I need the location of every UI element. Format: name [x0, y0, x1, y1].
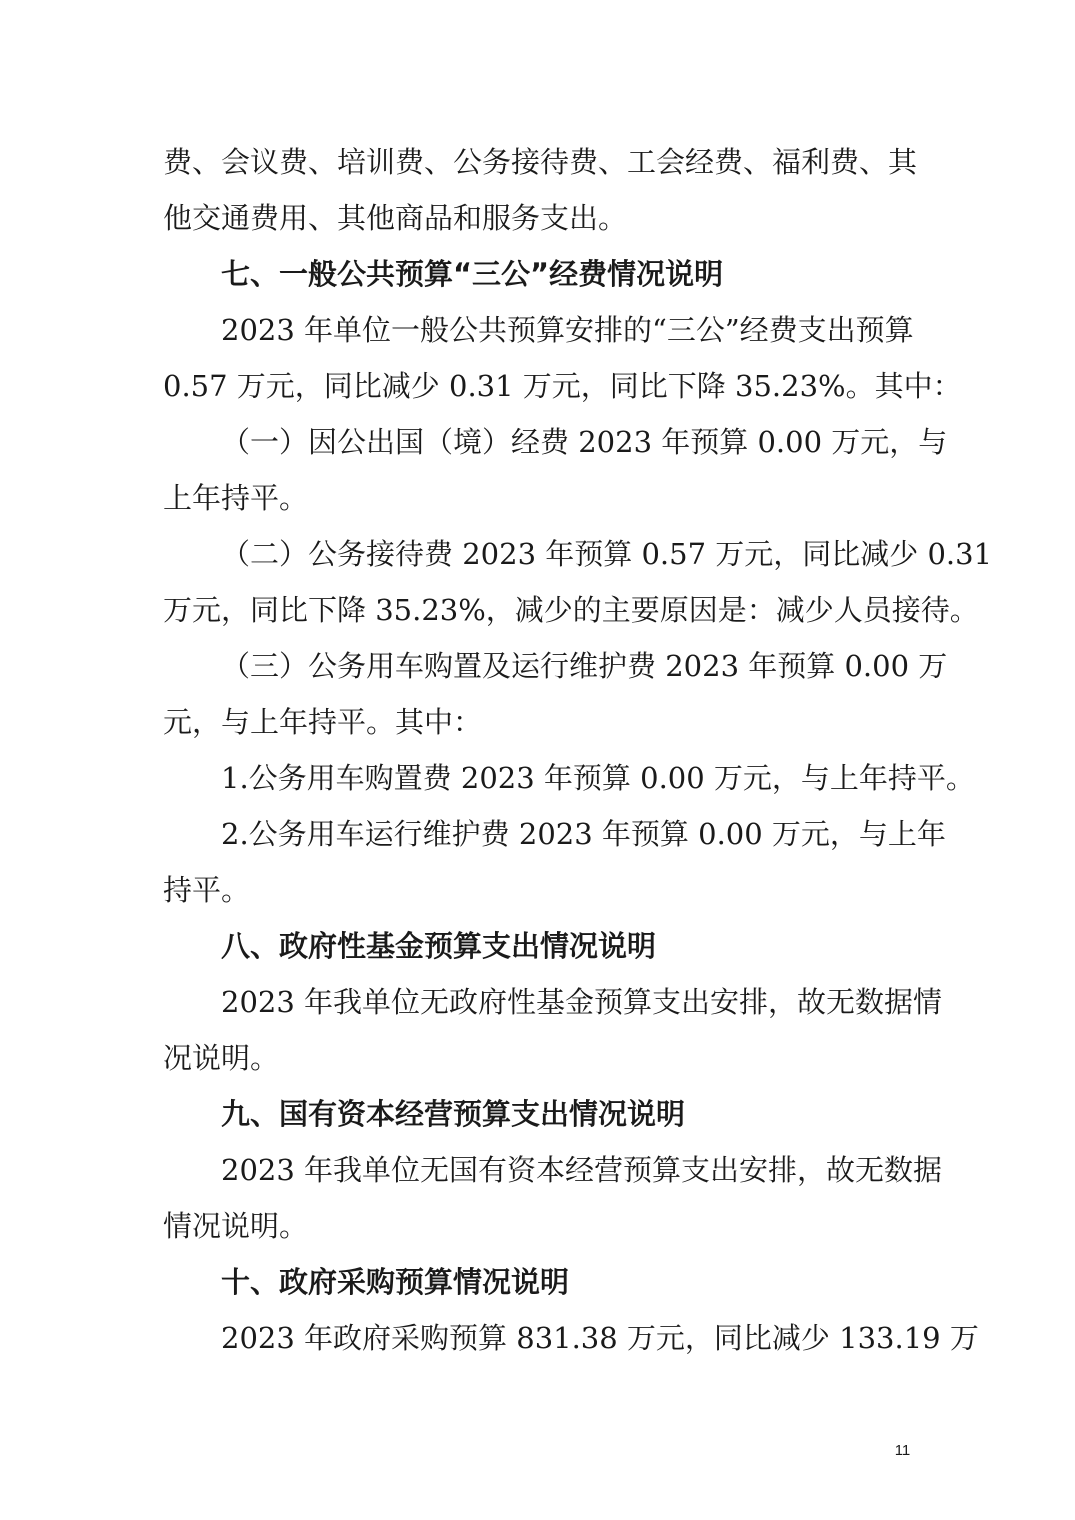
page-number: 11: [894, 1442, 911, 1459]
text-line: 他交通费用、其他商品和服务支出。: [163, 201, 628, 235]
text-line: （一）因公出国（境）经费 2023 年预算 0.00 万元，与: [221, 425, 948, 459]
section-heading: 十、政府采购预算情况说明: [221, 1265, 570, 1299]
text-line: （三）公务用车购置及运行维护费 2023 年预算 0.00 万: [221, 649, 948, 683]
section-heading: 九、国有资本经营预算支出情况说明: [221, 1097, 686, 1131]
text-line: 万元，同比下降 35.23%，减少的主要原因是：减少人员接待。: [163, 593, 979, 627]
text-line: 元，与上年持平。其中：: [163, 705, 483, 739]
text-line: 2.公务用车运行维护费 2023 年预算 0.00 万元，与上年: [221, 817, 946, 851]
section-heading: 八、政府性基金预算支出情况说明: [221, 929, 657, 963]
section-heading: 七、一般公共预算“三公”经费情况说明: [221, 257, 724, 291]
text-line: （二）公务接待费 2023 年预算 0.57 万元，同比减少 0.31: [221, 537, 993, 571]
text-line: 0.57 万元，同比减少 0.31 万元，同比下降 35.23%。其中：: [163, 369, 962, 403]
text-line: 上年持平。: [163, 481, 309, 515]
text-line: 2023 年政府采购预算 831.38 万元，同比减少 133.19 万: [221, 1321, 979, 1355]
text-line: 2023 年我单位无政府性基金预算支出安排，故无数据情: [221, 985, 943, 1019]
text-line: 2023 年我单位无国有资本经营预算支出安排，故无数据: [221, 1153, 943, 1187]
document-body: [163, 134, 993, 1366]
text-line: 况说明。: [163, 1041, 280, 1075]
text-line: 持平。: [163, 873, 251, 907]
text-line: 1.公务用车购置费 2023 年预算 0.00 万元，与上年持平。: [221, 761, 975, 795]
text-line: 情况说明。: [163, 1209, 309, 1243]
text-line: 费、会议费、培训费、公务接待费、工会经费、福利费、其: [163, 145, 918, 179]
text-line: 2023 年单位一般公共预算安排的“三公”经费支出预算: [221, 313, 914, 347]
